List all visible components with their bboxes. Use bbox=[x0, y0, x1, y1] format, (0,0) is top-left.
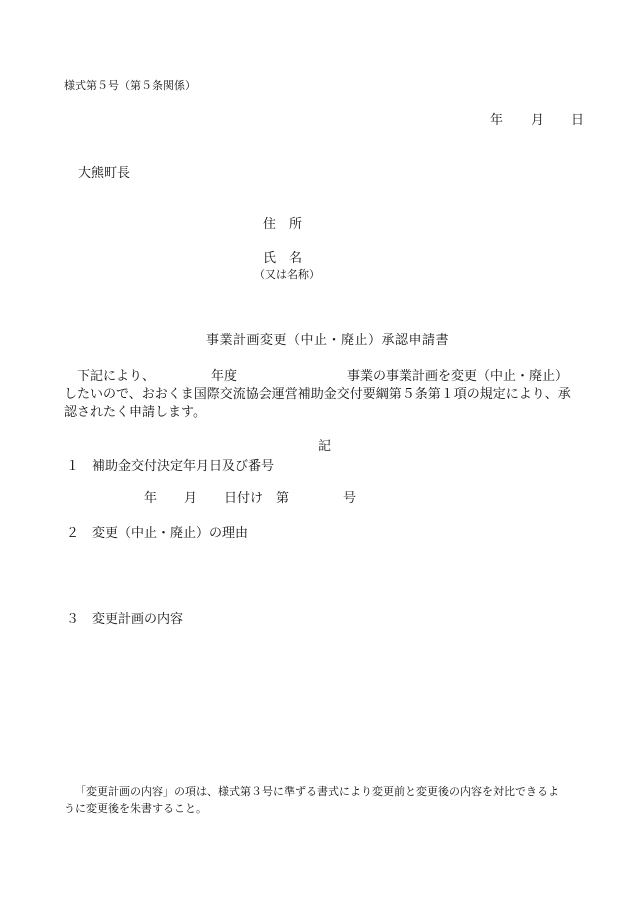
footnote-line-1 bbox=[64, 783, 584, 800]
item-1-number: １ bbox=[66, 459, 80, 474]
request-paragraph bbox=[64, 368, 584, 422]
document-title: 事業計画変更（中止・廃止）承認申請書 bbox=[206, 333, 450, 348]
item-3-number: ３ bbox=[66, 612, 80, 627]
body-line1-c: 事業の事業計画を変更（中止・廃止） bbox=[347, 369, 569, 384]
body-line1-b: 年度 bbox=[211, 369, 238, 384]
decision-day-label: 日付け bbox=[224, 491, 264, 506]
date-month-label: 月 bbox=[531, 113, 545, 128]
footnote bbox=[64, 783, 584, 817]
date-year-label: 年 bbox=[490, 113, 504, 128]
paragraph-line-1 bbox=[64, 368, 584, 386]
item-2-label: 変更（中止・廃止）の理由 bbox=[92, 526, 249, 541]
ki-heading: 記 bbox=[318, 439, 332, 454]
item-1-label: 補助金交付決定年月日及び番号 bbox=[92, 459, 275, 474]
body-line-2: したいので、おおくま国際交流協会運営補助金交付要綱第５条第１項の規定により、承 bbox=[64, 387, 571, 402]
footnote-line-1-text: 「変更計画の内容」の項は、様式第３号に準ずる書式により変更前と変更後の内容を対比できるよ bbox=[75, 785, 559, 798]
decision-no-suffix: 号 bbox=[343, 491, 357, 506]
footnote-line-2: うに変更後を朱書すること。 bbox=[64, 802, 207, 815]
body-line1-a: 下記により、 bbox=[77, 369, 156, 384]
decision-no-prefix: 第 bbox=[276, 491, 290, 506]
decision-year-label: 年 bbox=[144, 491, 158, 506]
name-sub-label: （又は名称） bbox=[254, 268, 320, 281]
body-line-3: 認されたく申請します。 bbox=[64, 405, 206, 420]
item-2-number: ２ bbox=[66, 526, 80, 541]
item-3-label: 変更計画の内容 bbox=[92, 612, 184, 627]
decision-month-label: 月 bbox=[184, 491, 198, 506]
address-label: 住 所 bbox=[263, 217, 303, 232]
name-label: 氏 名 bbox=[263, 251, 303, 266]
form-number: 様式第５号（第５条関係） bbox=[64, 79, 196, 92]
date-day-label: 日 bbox=[571, 113, 585, 128]
addressee: 大熊町長 bbox=[78, 166, 131, 181]
